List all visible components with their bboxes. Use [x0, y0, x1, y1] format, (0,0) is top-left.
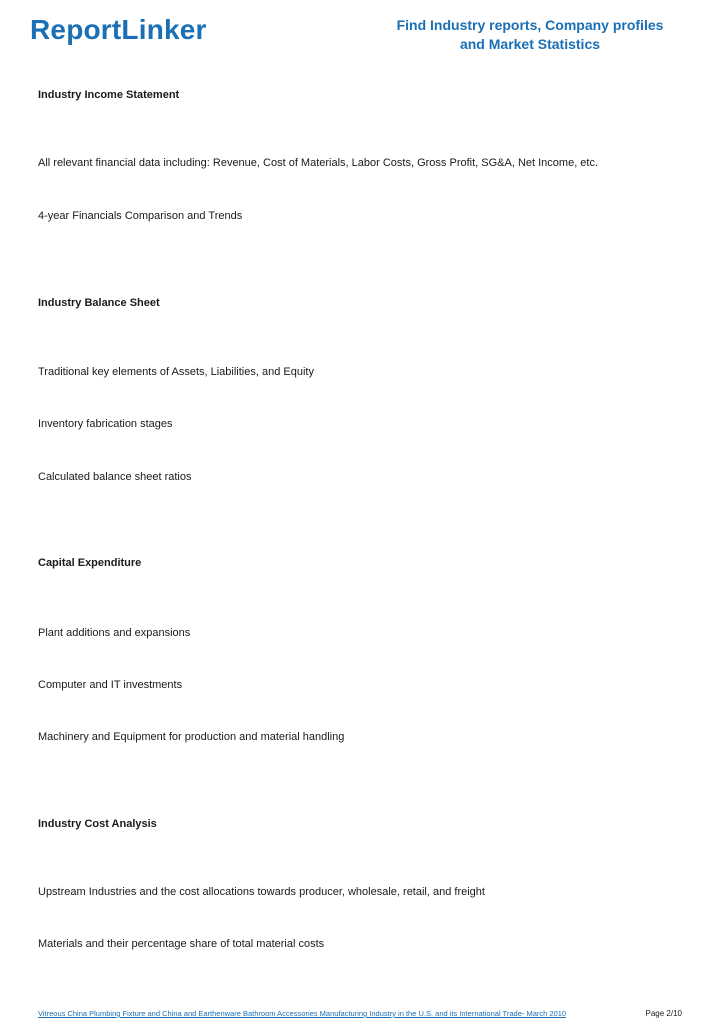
header-tagline	[380, 16, 680, 54]
tagline-line-1: Find Industry reports, Company profiles	[396, 17, 664, 33]
balance-sheet-item: Inventory fabrication stages	[38, 418, 173, 430]
page-number: Page 2/10	[645, 1009, 682, 1018]
footer-report-link[interactable]: Vitreous China Plumbing Fixture and China and Earthenware Bathroom Accessories Manufacturing Industry in the U.S. and its International Trade- March 2010	[38, 1009, 567, 1018]
section-heading-cost-analysis: Industry Cost Analysis	[38, 818, 157, 830]
balance-sheet-item: Traditional key elements of Assets, Liabilities, and Equity	[38, 366, 314, 378]
cost-analysis-item: Materials and their percentage share of total material costs	[38, 938, 325, 950]
income-statement-item: All relevant financial data including: Revenue, Cost of Materials, Labor Costs, Gross Profit, SG&A, Net Income, etc.	[38, 157, 599, 169]
section-heading-income-statement: Industry Income Statement	[38, 89, 180, 101]
capital-expenditure-item: Plant additions and expansions	[38, 627, 191, 639]
section-heading-capital-expenditure: Capital Expenditure	[38, 557, 142, 569]
balance-sheet-item: Calculated balance sheet ratios	[38, 471, 192, 483]
income-statement-item: 4-year Financials Comparison and Trends	[38, 210, 243, 222]
capital-expenditure-item: Computer and IT investments	[38, 679, 183, 691]
brand-logo[interactable]: ReportLinker	[30, 14, 207, 45]
section-heading-balance-sheet: Industry Balance Sheet	[38, 297, 160, 309]
capital-expenditure-item: Machinery and Equipment for production and material handling	[38, 731, 345, 743]
tagline-line-2: and Market Statistics	[459, 36, 601, 52]
cost-analysis-item: Upstream Industries and the cost allocations towards producer, wholesale, retail, and freight	[38, 886, 485, 898]
